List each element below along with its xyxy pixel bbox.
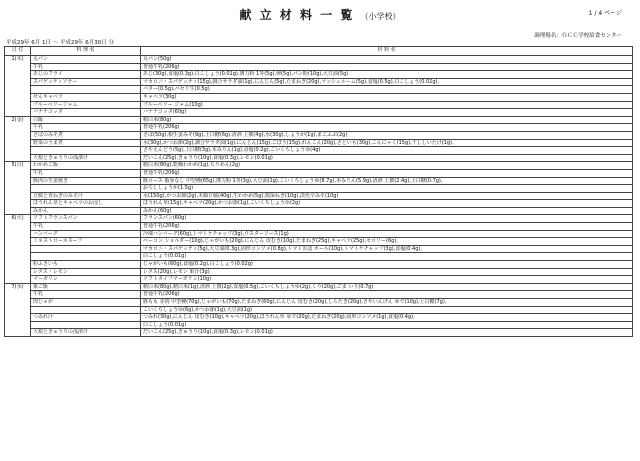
table-row [5, 185, 633, 193]
document-title [0, 6, 640, 23]
table-row [5, 253, 633, 261]
table-body [5, 56, 633, 337]
column-header-ingredients: 材 料 名 [141, 47, 633, 56]
dish-name-cell [31, 185, 141, 193]
dish-name-cell [31, 86, 141, 94]
ingredients-cell: こいくちしょうゆ(6g),かつお節(1g),大豆油(1g) [141, 306, 633, 314]
dish-name-cell [31, 306, 141, 314]
ingredients-cell: さやえんどう(5g),上白糖(3g),本みりん(1g),食塩(0.2g),こいくちしょうゆ(4g) [141, 147, 633, 155]
dish-name-cell: ほうれん草とキャベツのお浸し [31, 200, 141, 208]
ingredients-cell: 水(150g),かつお節(2g),木綿豆腐(40g),生わかめ(5g),根深ねぎ(10g),淡色辛みそ(10g) [141, 192, 633, 200]
ingredients-cell: じゃがいも(60g),食塩(0.2g),白こしょう(0.02g) [141, 261, 633, 269]
ingredients-cell: 普通牛乳(206g) [141, 63, 633, 71]
dish-name-cell: 牛乳 [31, 169, 141, 177]
dish-name-cell: スパゲッティソテー [31, 78, 141, 86]
table-row [5, 291, 633, 299]
dish-name-cell: レタス・レモン [31, 268, 141, 276]
ingredients-cell: レタス(20g),レモン 果汁(3g) [141, 268, 633, 276]
dish-name-cell: 白飯 [31, 116, 141, 124]
ingredients-cell: マカロニ・スパゲッティ(5g),大豆油(0.3g),固形コンソメ(0.8g),トマト缶詰 ホール(10g),トマトケチャップ(3g),食塩(0.4g), [141, 245, 633, 253]
dish-name-cell: 牛乳 [31, 291, 141, 299]
ingredients-cell: つみれ(30g),にんじん 皮むき(10g),キャベツ(20g),ほうれん草 ゆで(20g),たまねぎ(20g),固形コンソメ(1g),食塩(0.4g), [141, 314, 633, 322]
table-row [5, 147, 633, 155]
dish-name-cell: さばのみそ煮 [31, 131, 141, 139]
table-row [5, 109, 633, 117]
dish-name-cell: わかめご飯 [31, 162, 141, 170]
table-row [5, 329, 633, 337]
ingredients-cell: 普通牛乳(206g) [141, 124, 633, 132]
table-row [5, 154, 633, 162]
ingredients-cell: 白こしょう(0.01g) [141, 321, 633, 329]
ingredients-cell: 冷凍ハンバーグ(60g),トマトケチャップ(3g),ウスターソース(1g) [141, 230, 633, 238]
ingredients-cell: 豚ロース 脂身なし 中型種(65g),薄力粉 1等(3g),大豆油(1g),こいくちしょうゆ(8.7g),本みりん(5.9g),清酒 上撰(2.4g),上白糖(0.7g), [141, 177, 633, 185]
dish-name-cell: 野菜のうま煮 [31, 139, 141, 147]
dish-name-cell [31, 321, 141, 329]
title-subtitle: （小学校） [360, 12, 401, 21]
ingredients-cell: 水(30g),かつお節(2g),調合サラダ油(1g),にんじん(15g),ごぼう(15g),れんこん(20g),さといも(30g),こんにゃく(15g),干ししいたけ(1g), [141, 139, 633, 147]
table-header-row [5, 47, 633, 56]
day-date-cell: 1(木) [5, 56, 31, 117]
dish-name-cell: 牛乳 [31, 63, 141, 71]
table-row [5, 192, 633, 200]
dish-name-cell: 牛乳 [31, 124, 141, 132]
ingredients-cell: ソフトタイプマーガリン(10g) [141, 276, 633, 284]
ingredients-cell: 精白米(80g),乾燥わかめ(1g),ちりめん(2g) [141, 162, 633, 170]
table-row [5, 299, 633, 307]
ingredients-cell: 普通牛乳(206g) [141, 169, 633, 177]
table-row [5, 78, 633, 86]
dish-name-cell: 粉ふきいも [31, 261, 141, 269]
day-date-cell: 7(水) [5, 283, 31, 336]
table-row [5, 93, 633, 101]
table-row [5, 63, 633, 71]
day-date-cell: 5(月) [5, 162, 31, 215]
table-row [5, 116, 633, 124]
table-row [5, 124, 633, 132]
dish-name-cell: 牛乳 [31, 223, 141, 231]
table-row [5, 139, 633, 147]
table-row [5, 71, 633, 79]
dish-name-cell: ミネストローネスープ [31, 238, 141, 246]
dish-name-cell: 栗ご飯 [31, 283, 141, 291]
table-row [5, 230, 633, 238]
dish-name-cell: ソフトフランスパン [31, 215, 141, 223]
column-header-date: 日 付 [5, 47, 31, 56]
dish-name-cell: 丸パン [31, 56, 141, 64]
ingredients-cell: 普通牛乳(206g) [141, 291, 633, 299]
ingredients-cell: だいこん(25g),きゅうり(10g),食塩(0.3g),レモン(0.01g) [141, 154, 633, 162]
dish-name-cell: せんキャベツ [31, 93, 141, 101]
ingredients-cell: ブルーベリー ジャム(10g) [141, 101, 633, 109]
ingredients-cell: 丸パン(50g) [141, 56, 633, 64]
date-range: 平成29年 6月 1日 ～ 平成29年 6月30日 分 [6, 40, 114, 46]
table-row [5, 245, 633, 253]
ingredients-cell: 豚もも 赤肉 中型種(70g),じゃがいも(70g),たまねぎ(60g),にんじん 皮むき(20g),しらたき(20g),さやいんげん ゆで(10g),上白糖(7g), [141, 299, 633, 307]
table-row [5, 215, 633, 223]
column-header-dish: 料 理 名 [31, 47, 141, 56]
table-row [5, 200, 633, 208]
ingredients-cell: バナナコッタ(60g) [141, 109, 633, 117]
ingredients-cell: みかん(60g) [141, 207, 633, 215]
ingredients-cell: バター(0.5g),パセリ生(0.5g) [141, 86, 633, 94]
dish-name-cell [31, 245, 141, 253]
dish-name-cell: つみれ汁 [31, 314, 141, 322]
dish-name-cell: 豆腐と青ねぎのみそ汁 [31, 192, 141, 200]
ingredients-cell: だいこん(25g),きゅうり(10g),食塩(0.3g),レモン(0.01g) [141, 329, 633, 337]
table-row [5, 314, 633, 322]
table-row [5, 101, 633, 109]
table-row [5, 56, 633, 64]
dish-name-cell: 大根ときゅうりの浅漬け [31, 329, 141, 337]
ingredients-cell: あじ(30g),食塩(0.3g),白こしょう(0.01g),薄力粉 1等(5g),卵(5g),パン粉(10g),大豆油(5g) [141, 71, 633, 79]
table-row [5, 131, 633, 139]
table-row [5, 261, 633, 269]
dish-name-cell: 肉じゃが [31, 299, 141, 307]
ingredients-cell: ベーコン ショルダー(10g),じゃがいも(20g),にんじん 皮むき(10g),たまねぎ(25g),キャベツ(25g),セロリー(6g), [141, 238, 633, 246]
dish-name-cell: 大根ときゅうりの浅漬け [31, 154, 141, 162]
table-row [5, 162, 633, 170]
table-row [5, 177, 633, 185]
table-row [5, 207, 633, 215]
table-row [5, 276, 633, 284]
dish-name-cell [31, 147, 141, 155]
table-row [5, 283, 633, 291]
ingredients-cell: 白こしょう(0.01g) [141, 253, 633, 261]
table-row [5, 86, 633, 94]
dish-name-cell: 豚肉の生姜焼き [31, 177, 141, 185]
table-row [5, 238, 633, 246]
ingredients-cell: フランスパン(60g) [141, 215, 633, 223]
ingredients-cell: 精白米(80g),精白米(1g),清酒 上撰(2g),食塩(0.5g),こいくちしょうゆ(2g),くり(20g),ごま いり(0.7g) [141, 283, 633, 291]
table-row [5, 306, 633, 314]
title-text: 献 立 材 料 一 覧 [239, 8, 355, 22]
page-number: 1 / 4 ページ [588, 10, 622, 17]
ingredients-cell: マカロニ・スパゲッティ(15g),調合サラダ油(1g),にんじん(5g),たまねぎ(20g),マッシュルーム(5g),食塩(0.5g),白こしょう(0.02g), [141, 78, 633, 86]
table-row [5, 268, 633, 276]
ingredients-cell: ほうれん草(15g),キャベツ(20g),かつお節(1g),こいくちしょうゆ(2g) [141, 200, 633, 208]
ingredients-cell: さば(50g),根生姜みそ(9g),上白糖(6g),清酒 上撰(4g),水(30g),しょうが(1g),まごふぶ(2g) [141, 131, 633, 139]
dish-name-cell: みかん [31, 207, 141, 215]
dish-name-cell: ブルーベリージャム [31, 101, 141, 109]
table-row [5, 223, 633, 231]
day-date-cell: 2(金) [5, 116, 31, 162]
dish-name-cell [31, 253, 141, 261]
dish-name-cell: あじのフライ [31, 71, 141, 79]
day-date-cell: 6(火) [5, 215, 31, 283]
menu-ingredients-table [4, 46, 633, 337]
ingredients-cell: おろししょうが(1.5g) [141, 185, 633, 193]
ingredients-cell: 普通牛乳(206g) [141, 223, 633, 231]
table-row [5, 321, 633, 329]
facility-name: 調理場名：ＧＣＣ学校給食センター [534, 33, 622, 39]
ingredients-cell: キャベツ(30g) [141, 93, 633, 101]
dish-name-cell: ハンバーグ [31, 230, 141, 238]
ingredients-cell: 精白米(80g) [141, 116, 633, 124]
table-row [5, 169, 633, 177]
dish-name-cell: マーガリン [31, 276, 141, 284]
dish-name-cell: バナナコッタ [31, 109, 141, 117]
